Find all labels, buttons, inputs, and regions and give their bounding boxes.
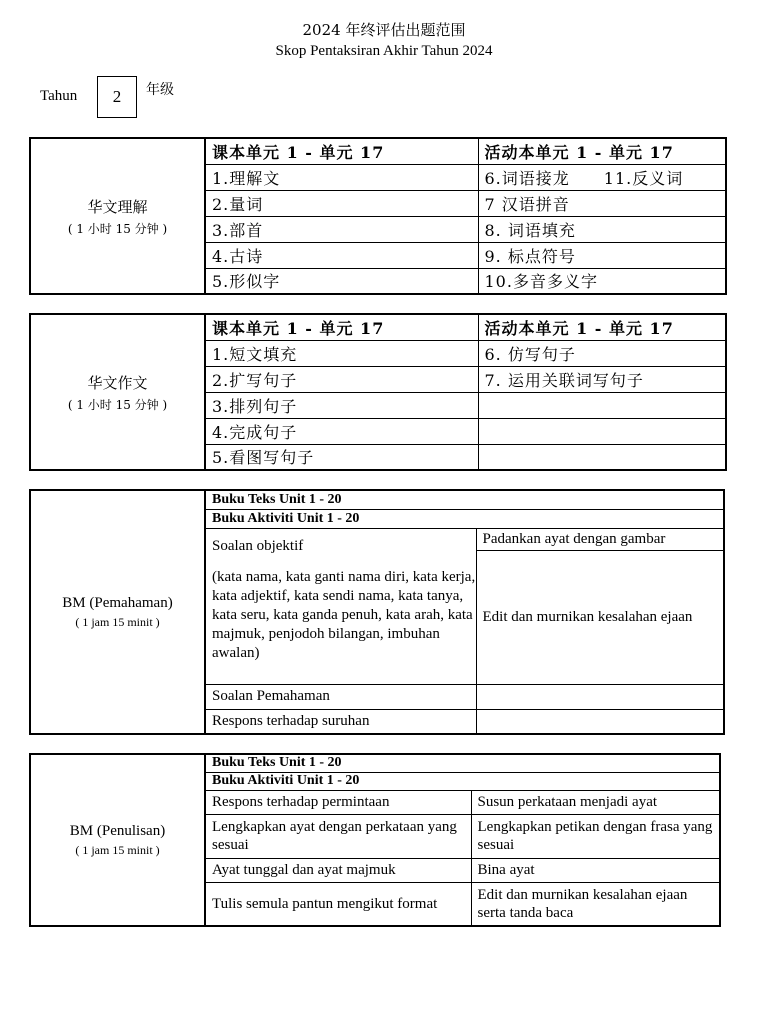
subject-cell (30, 138, 205, 294)
topic-item: 7. 运用关联词写句子 (478, 366, 726, 392)
topic-item: Soalan Pemahaman (205, 684, 476, 709)
subject-cell (30, 314, 205, 470)
topic-item: 4.古诗 (205, 242, 478, 268)
activity-book-units-header: Buku Aktiviti Unit 1 - 20 (205, 509, 724, 528)
topic-item: 4.完成句子 (205, 418, 478, 444)
subject-duration: ( 1 小时 15 分钟 ) (67, 397, 168, 412)
subject-name: BM (Pemahaman) (62, 594, 173, 611)
topic-item: Respons terhadap suruhan (205, 709, 476, 734)
objective-questions-detail: (kata nama, kata ganti nama diri, kata kerja, kata adjektif, kata sendi nama, kata tanya, kata seru, kata ganda penuh, kata arah, kata majmuk, penjodoh bilangan, imbuhan awalan) (212, 568, 476, 661)
topic-item: Lengkapkan ayat dengan perkataan yang sesuai (205, 814, 471, 858)
topic-item: 5.看图写句子 (205, 444, 478, 470)
topic-item: 6.词语接龙 11.反义词 (478, 164, 726, 190)
topic-item: Padankan ayat dengan gambar (476, 528, 724, 550)
textbook-header: 课本单元 1 - 单元 17 (205, 138, 478, 164)
document-header (0, 20, 768, 62)
activity-book-header: 活动本单元 1 - 单元 17 (478, 138, 726, 164)
topic-item: 8. 词语填充 (478, 216, 726, 242)
topic-item: Bina ayat (471, 858, 720, 882)
topic-item (478, 392, 726, 418)
topic-item: 1.短文填充 (205, 340, 478, 366)
empty-cell (476, 684, 724, 709)
section-chinese-comprehension (29, 137, 727, 295)
topic-item: Tulis semula pantun mengikut format (205, 882, 471, 926)
grade-label: 年级 (146, 82, 174, 98)
subject-cell (30, 490, 205, 734)
subject-name: 华文作文 (87, 373, 148, 392)
section-bm-writing (29, 753, 721, 927)
topic-item: Lengkapkan petikan dengan frasa yang sesuai (471, 814, 720, 858)
subject-duration: ( 1 jam 15 minit ) (75, 614, 160, 629)
textbook-units-header: Buku Teks Unit 1 - 20 (205, 490, 724, 509)
section-chinese-composition (29, 313, 727, 471)
subject-duration: ( 1 jam 15 minit ) (75, 842, 160, 857)
empty-cell (476, 709, 724, 734)
topic-item: Edit dan murnikan kesalahan ejaan serta tanda baca (471, 882, 720, 926)
subject-cell (30, 754, 205, 926)
topic-item: Ayat tunggal dan ayat majmuk (205, 858, 471, 882)
topic-item (478, 418, 726, 444)
topic-item: 9. 标点符号 (478, 242, 726, 268)
topic-item: 5.形似字 (205, 268, 478, 294)
activity-book-header: 活动本单元 1 - 单元 17 (478, 314, 726, 340)
topic-item (478, 444, 726, 470)
title-chinese: 2024 年终评估出题范围 (302, 21, 466, 39)
title-malay: Skop Pentaksiran Akhir Tahun 2024 (275, 43, 493, 59)
section-bm-comprehension (29, 489, 725, 735)
topic-item: 3.部首 (205, 216, 478, 242)
objective-questions-title: Soalan objektif (212, 537, 304, 554)
activity-book-units-header: Buku Aktiviti Unit 1 - 20 (205, 772, 720, 790)
subject-name: BM (Penulisan) (69, 822, 166, 839)
subject-name: 华文理解 (87, 197, 148, 216)
year-value-box: 2 (97, 76, 137, 118)
topic-item: Susun perkataan menjadi ayat (471, 790, 720, 814)
topic-item: 2.扩写句子 (205, 366, 478, 392)
topic-item: 10.多音多义字 (478, 268, 726, 294)
topic-item: 3.排列句子 (205, 392, 478, 418)
textbook-units-header: Buku Teks Unit 1 - 20 (205, 754, 720, 772)
topic-item: 2.量词 (205, 190, 478, 216)
topic-item: 6. 仿写句子 (478, 340, 726, 366)
subject-duration: ( 1 小时 15 分钟 ) (67, 221, 168, 236)
objective-questions-cell (205, 528, 476, 684)
topic-item: 1.理解文 (205, 164, 478, 190)
topic-item: Respons terhadap permintaan (205, 790, 471, 814)
topic-item: 7 汉语拼音 (478, 190, 726, 216)
topic-item: Edit dan murnikan kesalahan ejaan (476, 550, 724, 684)
textbook-header: 课本单元 1 - 单元 17 (205, 314, 478, 340)
year-label: Tahun (40, 88, 78, 104)
